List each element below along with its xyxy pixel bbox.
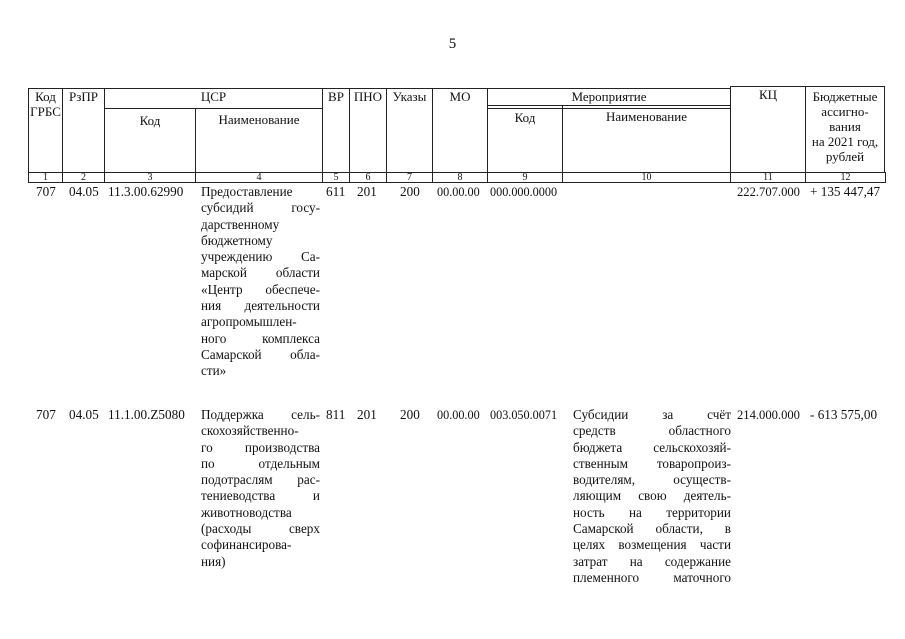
header-kc: КЦ (730, 86, 806, 173)
text-line: го производства (201, 439, 320, 455)
header-event: Мероприятие (487, 88, 731, 109)
cell-kod-grbs: 707 (36, 407, 56, 422)
cell-event-code: 003.050.0071 (490, 408, 558, 422)
text-line: Самарской области, в (573, 521, 731, 537)
text-line: бюджета сельскохозяй- (573, 439, 731, 455)
column-number-11: 11 (730, 172, 806, 183)
text-line: софинансирова- (201, 537, 292, 553)
column-number-12: 12 (805, 172, 886, 183)
cell-ukazy: 200 (400, 184, 420, 199)
column-number-4: 4 (195, 172, 323, 183)
text-line: племенного маточного (573, 569, 731, 585)
cell-amount: - 613 575,00 (810, 407, 878, 422)
cell-vr: 611 (326, 184, 346, 199)
text-line: подотраслям рас- (201, 472, 320, 488)
text-line: ность на территории (573, 504, 731, 520)
header-csr-code: Код (104, 108, 196, 173)
cell-kod-grbs: 707 (36, 184, 56, 199)
text-line: ния деятельности (201, 298, 320, 314)
text-line: тениеводства и (201, 488, 320, 504)
cell-amount: + 135 447,47 (810, 184, 881, 199)
header-line: на 2021 год, (811, 134, 879, 149)
column-number-5: 5 (322, 172, 350, 183)
header-rzpr: РзПР (62, 88, 105, 173)
header-csr-name: Наименование (195, 108, 323, 173)
cell-csr-code: 11.1.00.Z5080 (108, 407, 185, 422)
text-line: водителям, осуществ- (573, 472, 731, 488)
text-line: дарственному (201, 216, 280, 232)
text-line: «Центр обеспече- (201, 281, 320, 297)
text-line: Предоставление (201, 184, 293, 199)
cell-pno: 201 (357, 184, 377, 199)
cell-event-code: 000.000.0000 (490, 185, 558, 199)
cell-csr-code: 11.3.00.62990 (108, 184, 184, 199)
cell-mo: 00.00.00 (437, 185, 480, 199)
header-event-name: Наименование (562, 105, 731, 173)
text-line: целях возмещения части (573, 537, 731, 553)
cell-mo: 00.00.00 (437, 408, 480, 422)
column-number-7: 7 (386, 172, 433, 183)
text-line: скохозяйственно- (201, 423, 299, 439)
text-line: учреждению Са- (201, 249, 320, 265)
cell-rzpr: 04.05 (69, 407, 99, 422)
header-line: ассигно- (821, 104, 869, 119)
text-line: Поддержка сель- (201, 407, 320, 422)
text-line: агропромышлен- (201, 314, 297, 330)
column-number-9: 9 (487, 172, 563, 183)
cell-ukazy: 200 (400, 407, 420, 422)
text-line: ляющим свою деятель- (573, 488, 731, 504)
cell-csr-name (201, 407, 320, 570)
text-line: затрат на содержание (573, 553, 731, 569)
page-number: 5 (448, 36, 457, 52)
text-line: субсидий госу- (201, 200, 320, 216)
header-pno: ПНО (349, 88, 387, 173)
text-line: ного комплекса (201, 330, 320, 346)
cell-rzpr: 04.05 (69, 184, 99, 199)
cell-kc: 222.707.000 (737, 185, 800, 199)
cell-event-name (573, 407, 731, 586)
text-line: бюджетному (201, 232, 273, 248)
column-number-3: 3 (104, 172, 196, 183)
header-budget-allocations (805, 86, 885, 173)
column-number-6: 6 (349, 172, 387, 183)
column-number-1: 1 (28, 172, 63, 183)
header-csr: ЦСР (104, 88, 323, 109)
text-line: сти» (201, 363, 227, 379)
column-number-2: 2 (62, 172, 105, 183)
text-line: Субсидии за счёт (573, 407, 731, 422)
text-line: по отдельным (201, 455, 320, 471)
header-event-code: Код (487, 105, 563, 173)
text-line: марской области (201, 265, 320, 281)
text-line: ния) (201, 553, 226, 569)
header-vr: ВР (322, 88, 350, 173)
cell-kc: 214.000.000 (737, 408, 800, 422)
text-line: (расходы сверх (201, 521, 320, 537)
header-ukazy: Указы (386, 88, 433, 173)
header-mo: МО (432, 88, 488, 173)
header-line: рублей (825, 149, 865, 164)
header-kod-grbs: Код ГРБС (28, 88, 63, 173)
column-number-10: 10 (562, 172, 731, 183)
header-line: Бюджетные (812, 89, 878, 104)
cell-pno: 201 (357, 407, 377, 422)
text-line: Самарской обла- (201, 346, 320, 362)
column-number-8: 8 (432, 172, 488, 183)
cell-csr-name (201, 184, 320, 380)
text-line: средств областного (573, 423, 731, 439)
text-line: животноводства (201, 504, 292, 520)
text-line: ственным товаропроиз- (573, 455, 731, 471)
header-line: вания (829, 119, 861, 134)
cell-vr: 811 (326, 407, 346, 422)
